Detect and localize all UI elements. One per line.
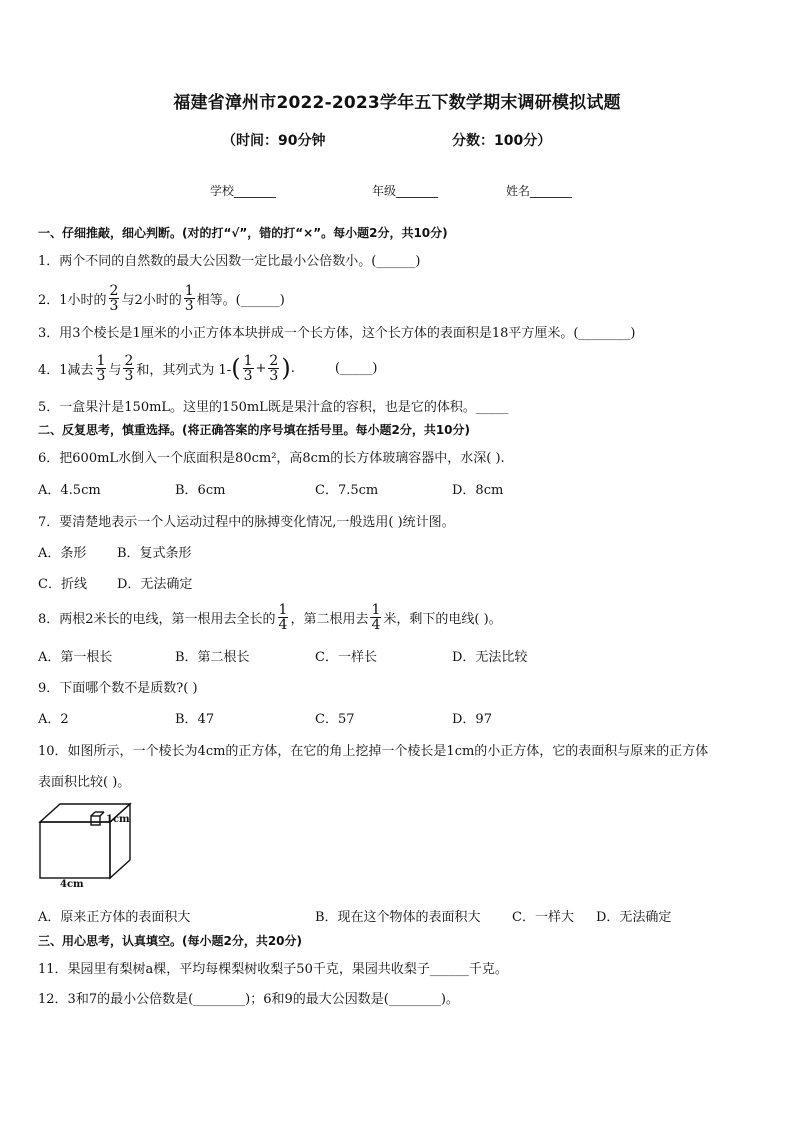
q10-option-d: D．无法确定 [596, 910, 672, 925]
q6-option-c: C．7.5cm [315, 483, 379, 498]
q6-option-b: B．6cm [175, 483, 226, 498]
question-9: 9．下面哪个数不是质数?( ) [38, 681, 198, 696]
q4-right-paren: ) [281, 354, 291, 382]
question-11: 11．果园里有梨树a棵，平均每棵梨树收梨子50千克，果园共收梨子______千克。 [38, 962, 508, 977]
question-10-line-1: 10．如图所示，一个棱长为4cm的正方体，在它的角上挖掉一个棱长是1cm的小正方体，它的表面积与原来的正方体 [38, 744, 709, 759]
grade-field: 年级_______ [372, 184, 439, 198]
q7-option-d: D．无法确定 [117, 577, 193, 592]
q8-option-b: B．第二根长 [175, 650, 250, 665]
q8-num-2: 1 [371, 601, 381, 618]
q8-den-2: 4 [371, 616, 381, 633]
q2-text-c: 相等。(______) [196, 292, 285, 308]
q4-num-1: 1 [96, 352, 106, 369]
q4-fraction-1 [96, 354, 107, 383]
question-10-line-2: 表面积比较( )。 [38, 775, 131, 790]
q9-option-a: A．2 [38, 712, 69, 727]
q6-option-d: D．8cm [452, 483, 504, 498]
cube-figure [32, 800, 144, 892]
section-1-heading: 一、仔细推敲，细心判断。(对的打“√”，错的打“×”。每小题2分，共10分) [38, 226, 448, 240]
q4-num-3: 1 [243, 352, 253, 369]
q8-text-c: 米，剩下的电线( )。 [383, 611, 502, 627]
q2-text-b: 与2小时的 [121, 292, 182, 308]
q8-den-1: 4 [278, 616, 288, 633]
q8-fraction-1 [278, 603, 289, 632]
q2-den-2: 3 [184, 297, 194, 314]
q4-text-a: 4．1减去 [38, 362, 94, 378]
question-5: 5．一盒果汁是150mL。这里的150mL既是果汁盒的容积，也是它的体积。_____ [38, 400, 509, 415]
q7-option-a: A．条形 [38, 546, 87, 561]
q4-fraction-4 [268, 354, 279, 383]
q4-num-4: 2 [269, 352, 279, 369]
q10-option-b: B．现在这个物体的表面积大 [315, 910, 481, 925]
label-1cm: 1cm [106, 814, 130, 825]
q4-text-c: 和，其列式为 1- [136, 362, 232, 378]
question-1: 1．两个不同的自然数的最大公因数一定比最小公倍数小。(______) [38, 254, 421, 269]
question-3: 3．用3个棱长是1厘米的小正方体本块拼成一个长方体，这个长方体的表面积是18平方厘米。(________) [38, 326, 636, 341]
q2-num-2: 1 [184, 282, 194, 299]
q9-option-c: C．57 [315, 712, 355, 727]
exam-score: 分数：100分） [452, 133, 552, 149]
q2-fraction-1 [109, 284, 120, 313]
q4-text-b: 与 [108, 362, 122, 378]
q2-fraction-2 [184, 284, 195, 313]
small-cube-notch [91, 816, 100, 825]
q9-option-d: D．97 [452, 712, 492, 727]
question-8 [38, 597, 502, 637]
exam-time: （时间：90分钟 [222, 133, 326, 149]
question-6: 6．把600mL水倒入一个底面积是80cm²，高8cm的长方体玻璃容器中，水深( ). [38, 451, 505, 466]
q8-text-b: ，第二根用去 [290, 611, 369, 627]
q4-answer-blank: (_____) [334, 360, 378, 376]
section-2-heading: 二、反复思考，慎重选择。(将正确答案的序号填在括号里。每小题2分，共10分) [38, 423, 471, 437]
q10-option-c: C．一样大 [512, 910, 574, 925]
question-2 [38, 278, 285, 318]
q8-option-c: C．一样长 [315, 650, 377, 665]
q4-plus: + [255, 360, 267, 376]
question-12: 12．3和7的最小公倍数是(________)；6和9的最大公因数是(________)。 [38, 992, 459, 1007]
q4-den-1: 3 [96, 367, 106, 384]
q2-den-1: 3 [109, 297, 119, 314]
q2-num-1: 2 [109, 282, 119, 299]
q8-num-1: 1 [278, 601, 288, 618]
q4-den-4: 3 [269, 367, 279, 384]
q4-fraction-3 [243, 354, 254, 383]
q4-left-paren: ( [231, 354, 241, 382]
q7-option-b: B．复式条形 [117, 546, 192, 561]
section-3-heading: 三、用心思考，认真填空。(每小题2分，共20分) [38, 934, 303, 948]
q4-den-2: 3 [124, 367, 134, 384]
q8-option-d: D．无法比较 [452, 650, 528, 665]
q4-den-3: 3 [243, 367, 253, 384]
page-title: 福建省漳州市2022-2023学年五下数学期末调研模拟试题 [173, 93, 621, 113]
q7-option-c: C．折线 [38, 577, 87, 592]
q8-fraction-2 [370, 603, 381, 632]
q9-option-b: B．47 [175, 712, 215, 727]
question-4 [38, 348, 378, 388]
q2-text-a: 2．1小时的 [38, 292, 107, 308]
q4-period: . [290, 360, 295, 376]
q4-num-2: 2 [124, 352, 134, 369]
q8-text-a: 8．两根2米长的电线，第一根用去全长的 [38, 611, 276, 627]
school-field: 学校_______ [210, 184, 277, 198]
cube-front-face [40, 822, 110, 878]
name-field: 姓名_______ [506, 184, 573, 198]
q8-option-a: A．第一根长 [38, 650, 113, 665]
label-4cm: 4cm [60, 879, 84, 890]
q4-fraction-2 [123, 354, 134, 383]
question-7: 7．要清楚地表示一个人运动过程中的脉搏变化情况,一般选用( )统计图。 [38, 515, 455, 530]
q6-option-a: A．4.5cm [38, 483, 101, 498]
q10-option-a: A．原来正方体的表面积大 [38, 910, 191, 925]
